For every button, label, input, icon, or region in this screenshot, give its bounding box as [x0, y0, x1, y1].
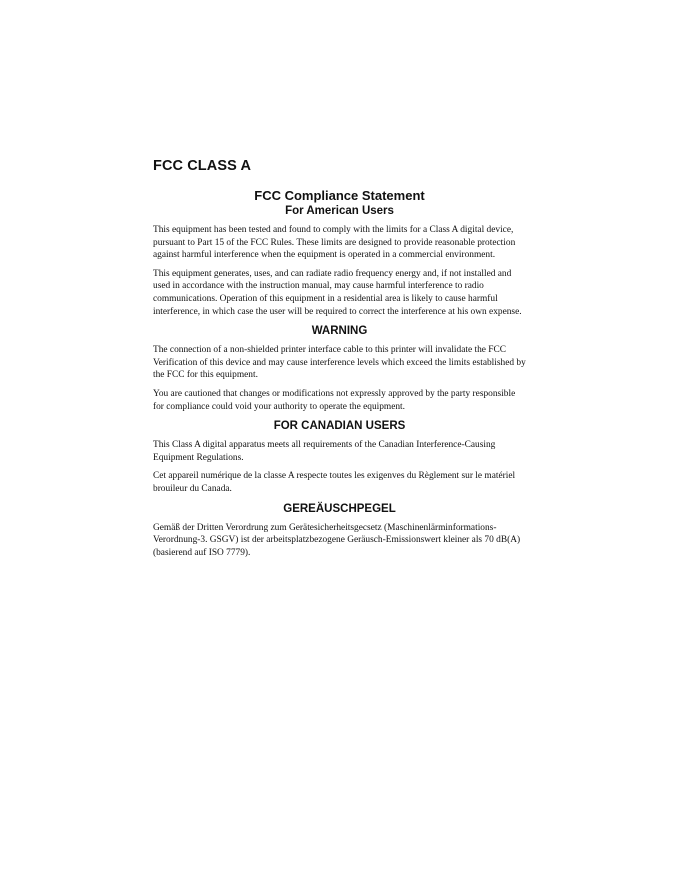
document-page	[153, 158, 526, 565]
canadian-heading: FOR CANADIAN USERS	[273, 420, 406, 433]
page-heading: FCC CLASS A	[153, 158, 252, 174]
paragraph-american-1: This equipment has been tested and found to comply with the limits for a Class A digital device, pursuant to Part 15 of the FCC Rules. These limits are designed to provide reasonable protection against harmful interference when the equipment is operated in a commercial environment.	[153, 225, 516, 261]
german-heading: GEREÄUSCHPEGEL	[283, 502, 396, 515]
warning-heading: WARNING	[311, 325, 368, 338]
paragraph-canadian-1: This Class A digital apparatus meets all requirements of the Canadian Interference-Causing Equipment Regulations.	[153, 440, 496, 463]
paragraph-german-1: Gemäß der Dritten Verordrung zum Gerätesicherheitsgecsetz (Maschinenlärminformations- Verordnung-3. GSGV) ist der arbeitsplatzbezogene Geräusch-Emissionswert kleiner als 70 dB(A) (basierend auf ISO 7779).	[153, 522, 521, 558]
paragraph-warning-2: You are cautioned that changes or modifications not expressly approved by the party responsible for compliance could void your authority to operate the equipment.	[153, 388, 516, 412]
paragraph-warning-1: The connection of a non-shielded printer interface cable to this printer will invalidate the FCC Verification of this device and may cause interference levels which exceed the limits established by the FCC for this equipment.	[153, 345, 526, 381]
statement-title: FCC Compliance Statement	[254, 188, 425, 203]
statement-subtitle: For American Users	[285, 205, 394, 217]
paragraph-american-2: This equipment generates, uses, and can radiate radio frequency energy and, if not installed and used in accordance with the instruction manual, may cause harmful interference to radio communications. Operation of this equipment in a residential area is likely to cause harmful interference, in which case the user will be required to correct the interference at his own expense.	[153, 268, 522, 317]
paragraph-canadian-2: Cet appareil numérique de la classe A respecte toutes les exigenves du Règlement sur le matériel brouileur du Canada.	[153, 471, 516, 494]
